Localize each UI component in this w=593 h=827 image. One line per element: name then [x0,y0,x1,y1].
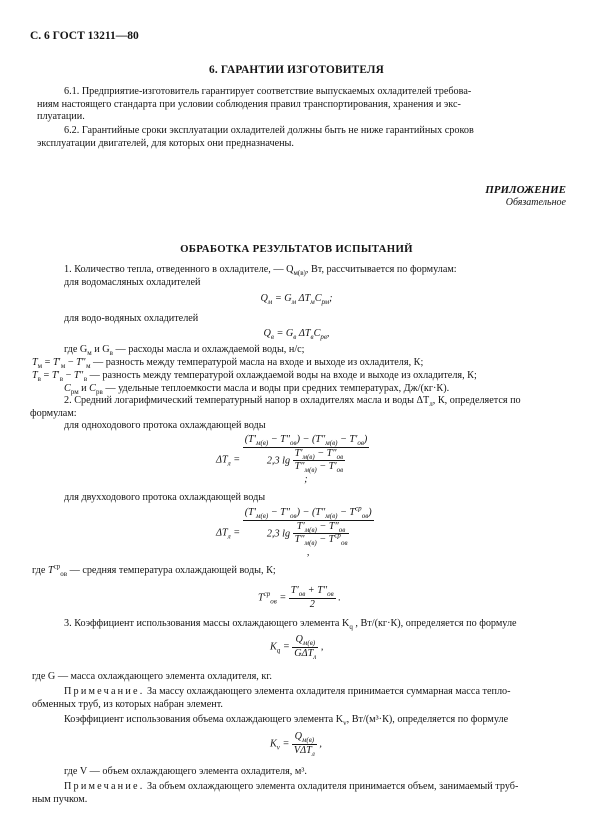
water-label: для водо-водяных охладителей [64,313,199,324]
note-volume: Примечание. За объем охлаждающего элемента охладителя принимается объем, занимаемый труб- ным пучком. [32,781,519,805]
text-line: 6.2. Гарантийные сроки эксплуатации охладителей должны быть не ниже гарантийных сроков [64,125,474,136]
oil-label: для водомасляных охладителей [64,277,201,288]
paragraph-6-1 [37,86,562,124]
text-line: 6.1. Предприятие-изготовитель гарантирует соответствие выпускаемых охладителей требова- [64,86,472,97]
def-mass: где G — масса охлаждающего элемента охладителя, кг. [32,671,272,682]
formula-qv: $Q_в = G_в$ $\Delta T_вC_{рв}$, [263,328,330,342]
def-volume: где V — объем охлаждающего элемента охладителя, м³. [64,766,307,777]
text-line: ниям настоящего стандарта при условии соблюдения правил транспортирования, хранения и экс- [37,98,461,110]
paragraph-6-2 [37,125,562,150]
appendix-status: Обязательное [505,197,566,208]
page-header: С. 6 ГОСТ 13211—80 [30,30,139,42]
text-line: плуатации. [37,111,85,122]
def-oil-delta: $T_м = T'_м - T''_м$ — разность между температурой масла на входе и выходе из охладителя, К; [32,357,424,371]
note-mass: Примечание. За массу охлаждающего элемента охладителя принимается суммарная масса тепло- обменных труб, из которых набран элемент. [32,686,511,710]
item-2-formulas-word: формулам: [30,408,77,419]
def-water-delta: $T_в = T'_в - T''_в$ — разность между температурой охлаждаемой воды на входе и выходе из охладителя, К; [32,370,477,384]
def-heat-capacity: $C_{рм}$ и $C_{рв}$ — удельные теплоемкости масла и воды при средних температурах, Дж/(кг·К). [64,383,450,397]
formula-avg-temp: $T^{ср}_{ов}$ = $\frac{T'_{ов} + T''_{ов}}{2}$ . [258,585,341,610]
def-flows: где $G_м$ и $G_в$ — расходы масла и охлаждаемой воды, н/с; [64,344,305,358]
item-2-intro: 2. Средний логарифмический температурный напор в охладителях масла и воды $\Delta T_л$, К, определяется по [64,395,521,409]
formula-kv: $K_v$ = $\frac{Q_{м(в)}}{V\Delta T_л}$ , [270,731,322,758]
formula-kq: $K_q$ = $\frac{Q_{м(в)}}{G\Delta T_л}$ , [270,634,324,661]
section-title: 6. ГАРАНТИИ ИЗГОТОВИТЕЛЯ [209,64,384,76]
appendix-label: ПРИЛОЖЕНИЕ [485,184,566,196]
item-1-intro: 1. Количество тепла, отведенного в охладителе, — $Q_{м(в)}$, Вт, рассчитывается по формулам: [64,264,457,278]
formula-double-pass: $\Delta T_л$ = $(T'_{м(в)} - T''_{ов}) - (T''_{м(в)} - T^{ср}_{ов})$ 2,3 lg $\frac{T'_{м(в)} - T''_{ов}}{T''_{м(в)} - T^{ср}_{ов}}$ , [216,504,372,558]
kv-intro: Коэффициент использования объема охлаждающего элемента $K_v$, Вт/(м³·К), определяется по формуле [64,714,509,728]
single-pass-label: для одноходового протока охлаждающей воды [64,420,266,431]
double-pass-label: для двухходового протока охлаждающей воды [64,492,266,503]
def-avg-temp: где $T^{ср}_{ов}$ — средняя температура охлаждающей воды, К; [32,562,276,579]
text-line: эксплуатации двигателей, для которых они предназначены. [37,137,294,149]
formula-qm: $Q_м = G_м$ $\Delta T_мC_{рм}$; [260,293,333,307]
formula-single-pass: $\Delta T_л$ = $(T'_{м(в)} - T''_{ов}) - (T''_{м(в)} - T'_{ов})$ 2,3 lg $\frac{T'_{м(в)} - T''_{ов}}{T''_{м(в)} - T'_{ов}}$ ; [216,434,368,485]
item-3-intro: 3. Коэффициент использования массы охлаждающего элемента $K_q$ , Вт/(кг·К), определяется по формуле [64,618,517,632]
appendix-title: ОБРАБОТКА РЕЗУЛЬТАТОВ ИСПЫТАНИЙ [180,243,413,255]
